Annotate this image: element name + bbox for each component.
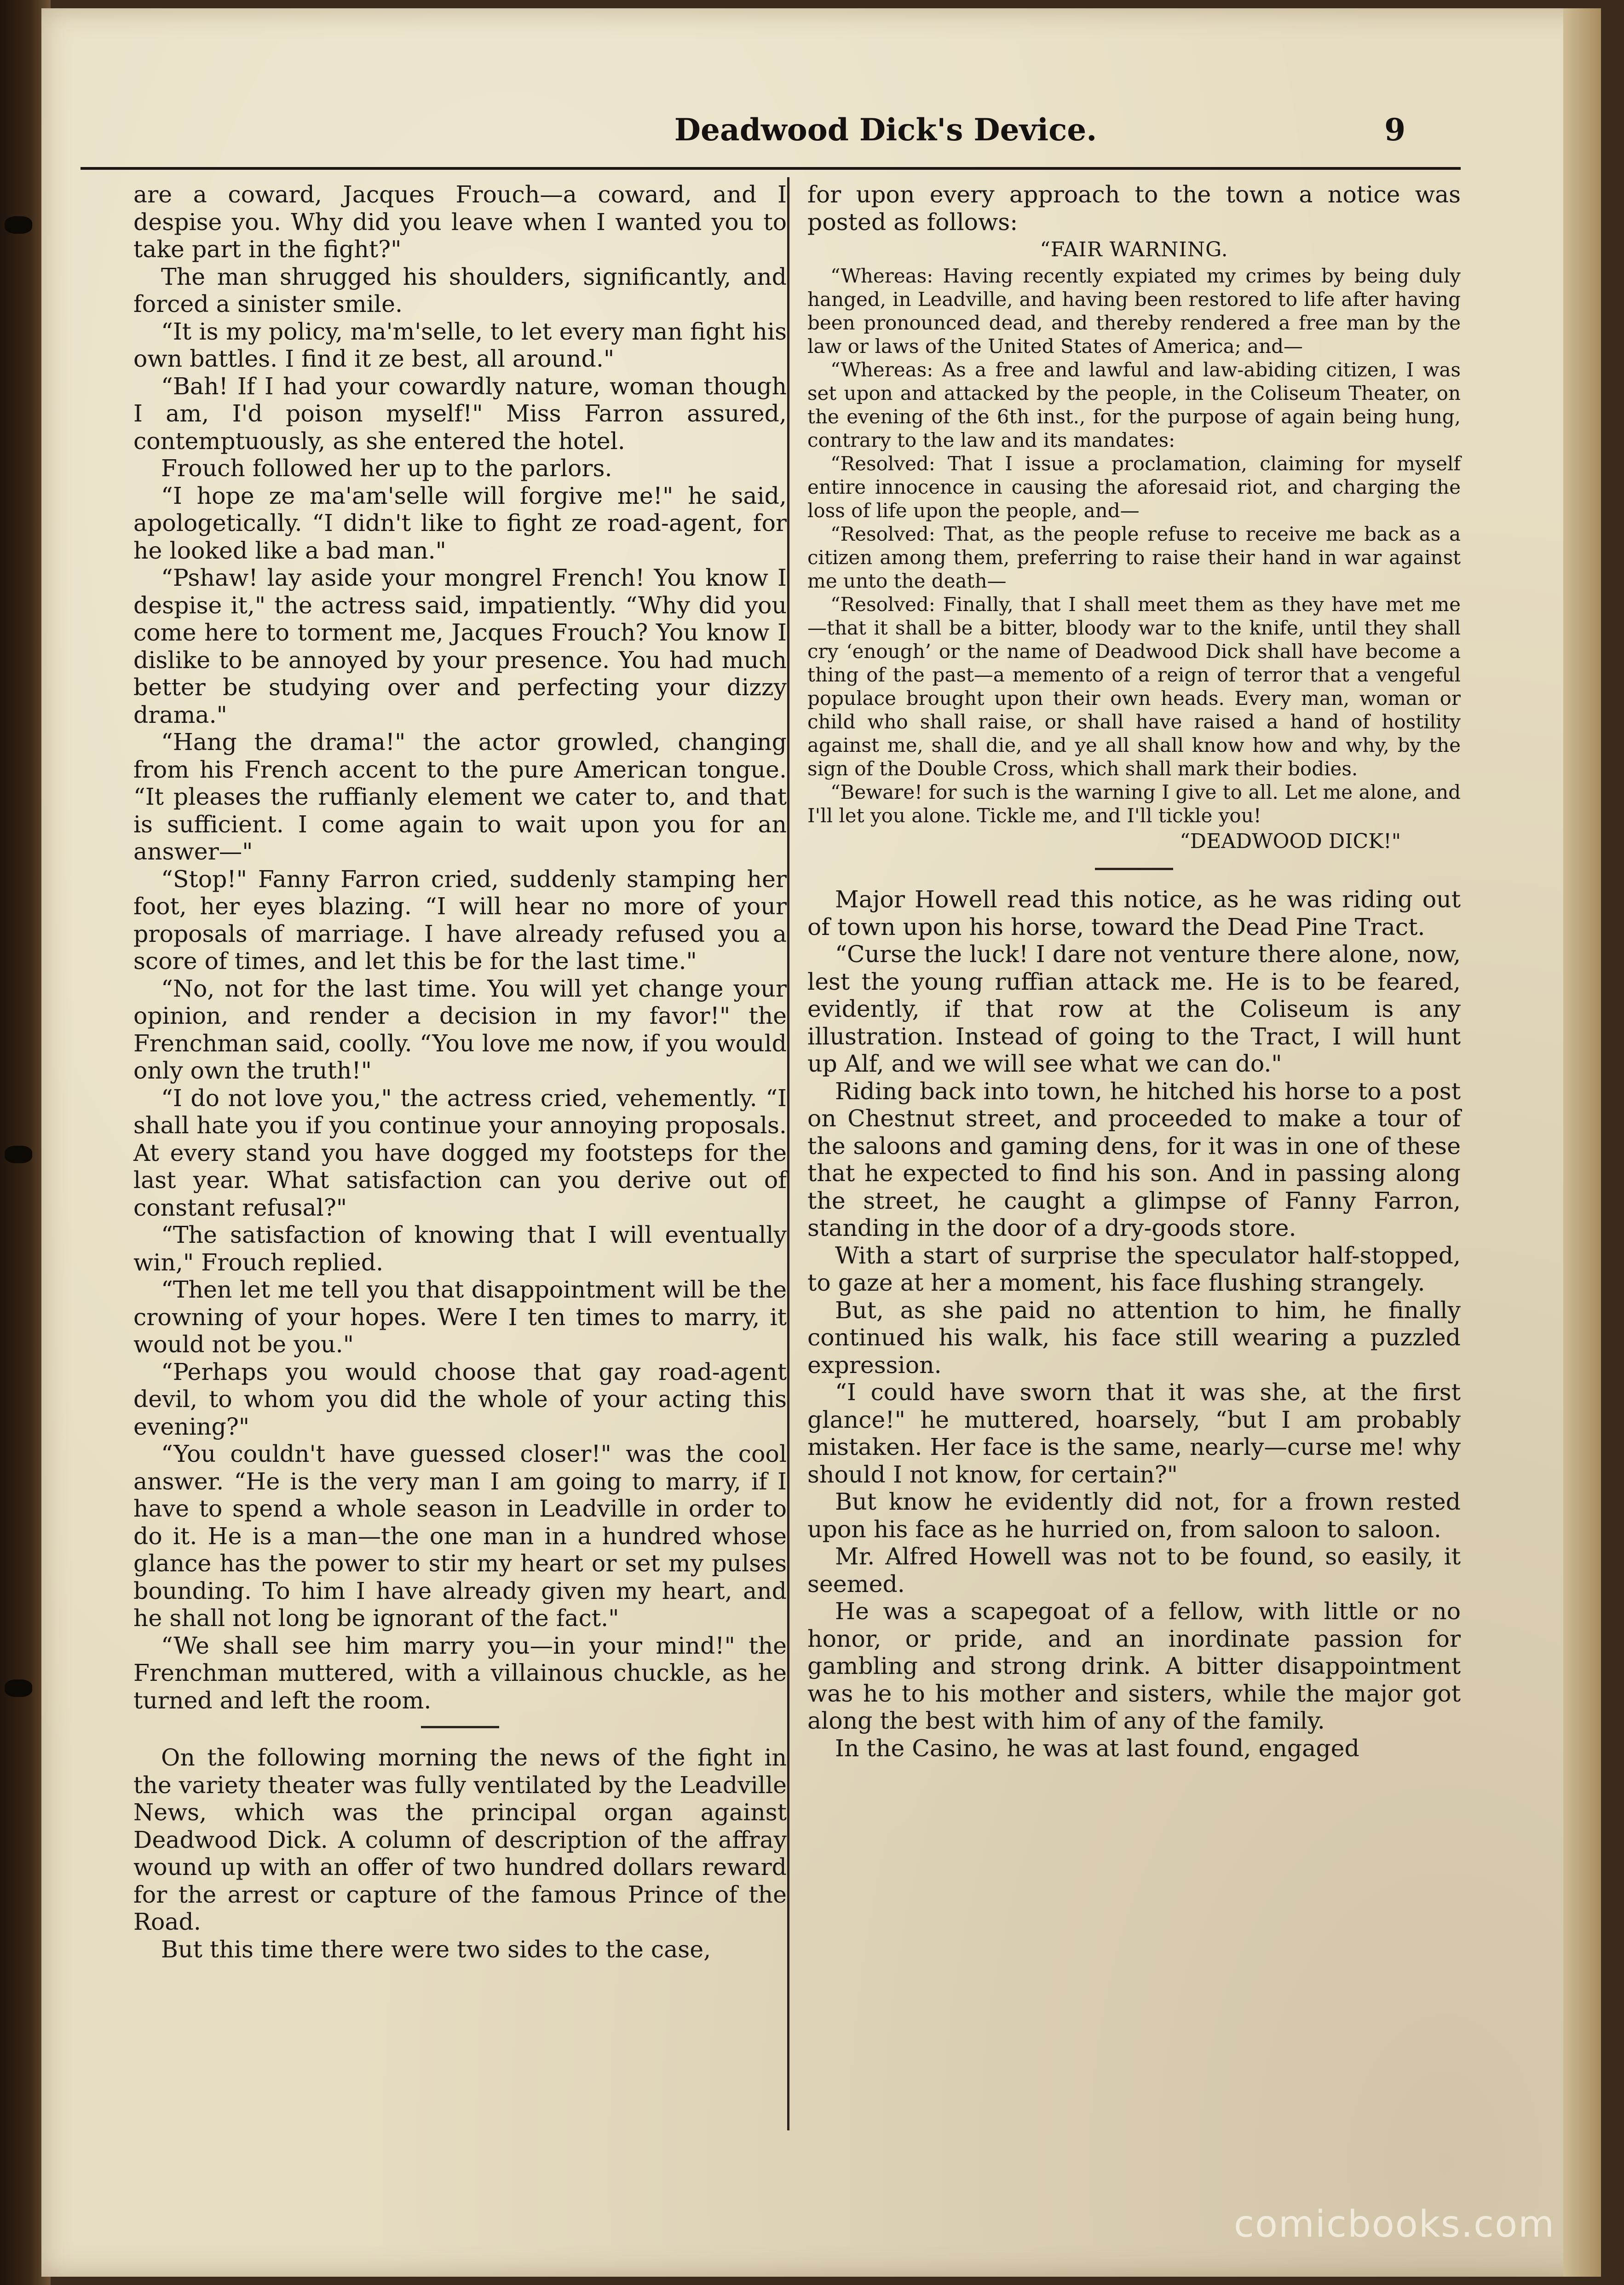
paragraph: In the Casino, he was at last found, engaged (835, 1734, 1359, 1762)
paragraph: The man shrugged his shoulders, significantly, and forced a sinister smile. (133, 263, 787, 317)
paragraph: “You couldn't have guessed closer!" was the cool answer. “He is the very man I am going to marry, if I have to spend a whole season in Leadville in order to do it. He is a man—the one man in a hundred whose glance has the power to stir my heart or set my pulses bounding. To him I have already given my heart, and he shall not long be ignorant of the fact." (133, 1440, 787, 1632)
notice-signature: “DEADWOOD DICK!" (1180, 830, 1401, 853)
binding-stitch (5, 216, 32, 234)
paragraph: But this time there were two sides to the case, (161, 1935, 711, 1963)
paragraph: Riding back into town, he hitched his horse to a post on Chestnut street, and proceeded to make a tour of the saloons and gaming dens, for it was in one of these that he expected to find his son. And in passing along the street, he caught a glimpse of Fanny Farron, standing in the door of a dry-goods store. (807, 1077, 1461, 1241)
paragraph: “The satisfaction of knowing that I will eventually win," Frouch replied. (133, 1221, 787, 1276)
section-rule (1095, 868, 1173, 870)
paragraph: “Perhaps you would choose that gay road-agent devil, to whom you did the whole of your acting this evening?" (133, 1358, 787, 1440)
page-edge (1563, 8, 1601, 2277)
notice-paragraph: “Whereas: As a free and lawful and law-abiding citizen, I was set upon and attacked by the people, in the Coliseum Theater, on the evening of the 6th inst., for the purpose of again being hung, contrary to the law and its mandates: (807, 358, 1461, 451)
page-number: 9 (1384, 112, 1405, 148)
left-column (133, 181, 787, 1963)
notice-paragraph: “Resolved: Finally, that I shall meet them as they have met me—that it shall be a bitter, bloody war to the knife, until they shall cry ‘enough’ or the name of Deadwood Dick shall have become a thing of the past—a memento of a reign of terror that a vengeful populace brought upon their own heads. Every man, woman or child who shall raise, or shall have raised a hand of hostility against me, shall die, and ye all shall know how and why, by the sign of the Double Cross, which shall mark their bodies. (807, 593, 1461, 780)
paragraph: Major Howell read this notice, as he was riding out of town upon his horse, toward the Dead Pine Tract. (807, 886, 1461, 941)
paragraph: “No, not for the last time. You will yet change your opinion, and render a decision in my favor!" the Frenchman said, coolly. “You love me now, if you would only own the truth!" (133, 975, 787, 1084)
notice-paragraph: “Resolved: That I issue a proclamation, claiming for myself entire innocence in causing the aforesaid riot, and charging the loss of life upon the people, and— (807, 452, 1461, 522)
paragraph: “Bah! If I had your cowardly nature, woman though I am, I'd poison myself!" Miss Farron assured, contemptuously, as she entered the hotel. (133, 372, 787, 455)
paragraph: “Stop!" Fanny Farron cried, suddenly stamping her foot, her eyes blazing. “I will hear no more of your proposals of marriage. I have already refused you a score of times, and let this be for the last time." (133, 865, 787, 975)
paragraph: “Curse the luck! I dare not venture there alone, now, lest the young ruffian attack me. He is to be feared, evidently, if that row at the Coliseum is any illustration. Instead of going to the Tract, I will hunt up Alf, and we will see what we can do." (807, 941, 1461, 1077)
paragraph: for upon every approach to the town a notice was posted as follows: (807, 181, 1461, 236)
binding-stitch (5, 1679, 32, 1697)
paragraph: are a coward, Jacques Frouch—a coward, and I despise you. Why did you leave when I wanted you to take part in the fight?" (133, 181, 787, 263)
paragraph: He was a scapegoat of a fellow, with little or no honor, or pride, and an inordinate passion for gambling and strong drink. A bitter disappointment was he to his mother and sisters, while the major got along the best with him of any of the family. (807, 1598, 1461, 1734)
binding-stitch (5, 1146, 32, 1163)
column-divider (787, 177, 789, 2130)
notice-paragraph: “Resolved: That, as the people refuse to receive me back as a citizen among them, preferring to raise their hand in war against me unto the death— (807, 523, 1461, 592)
paragraph: “Pshaw! lay aside your mongrel French! You know I despise it," the actress said, impatiently. “Why did you come here to torment me, Jacques Frouch? You know I dislike to be annoyed by your presence. You had much better be studying over and perfecting your dizzy drama." (133, 564, 787, 728)
paragraph: But, as she paid no attention to him, he finally continued his walk, his face still wearing a puzzled expression. (807, 1296, 1461, 1379)
paragraph: “We shall see him marry you—in your mind!" the Frenchman muttered, with a villainous chuckle, as he turned and left the room. (133, 1632, 787, 1714)
page-header (81, 105, 1461, 170)
section-rule (421, 1726, 499, 1728)
notice-paragraph: “Whereas: Having recently expiated my crimes by being duly hanged, in Leadville, and having been restored to life after having been pronounced dead, and thereby rendered a free man by the law or laws of the United States of America; and— (807, 265, 1461, 358)
paragraph: But know he evidently did not, for a frown rested upon his face as he hurried on, from saloon to saloon. (807, 1488, 1461, 1543)
paragraph: “I could have sworn that it was she, at the first glance!" he muttered, hoarsely, “but I am probably mistaken. Her face is the same, nearly—curse me! why should I not know, for certain?" (807, 1379, 1461, 1488)
paragraph: On the following morning the news of the fight in the variety theater was fully ventilated by the Leadville News, which was the principal organ against Deadwood Dick. A column of description of the affray wound up with an offer of two hundred dollars reward for the arrest or capture of the famous Prince of the Road. (133, 1744, 787, 1935)
running-head: Deadwood Dick's Device. (674, 112, 1097, 148)
paragraph: “Then let me tell you that disappointment will be the crowning of your hopes. Were I ten times to marry, it would not be you." (133, 1276, 787, 1358)
paragraph: “I hope ze ma'am'selle will forgive me!" he said, apologetically. “I didn't like to fight ze road-agent, for he looked like a bad man." (133, 482, 787, 564)
paragraph: “I do not love you," the actress cried, vehemently. “I shall hate you if you continue your annoying proposals. At every stand you have dogged my footsteps for the last year. What satisfaction can you derive out of constant refusal?" (133, 1084, 787, 1221)
notice-paragraph: “Beware! for such is the warning I give to all. Let me alone, and I'll let you alone. Tickle me, and I'll tickle you! (807, 781, 1461, 827)
right-column (807, 181, 1461, 1762)
paragraph: Frouch followed her up to the parlors. (161, 455, 612, 482)
paragraph: Mr. Alfred Howell was not to be found, so easily, it seemed. (807, 1543, 1461, 1598)
paragraph: With a start of surprise the speculator half-stopped, to gaze at her a moment, his face flushing strangely. (807, 1241, 1461, 1296)
site-watermark: comicbooks.com (1233, 2203, 1555, 2245)
paragraph: “It is my policy, ma'm'selle, to let every man fight his own battles. I find it ze best, all around." (133, 317, 787, 372)
paragraph: “Hang the drama!" the actor growled, changing from his French accent to the pure American tongue. “It pleases the ruffianly element we cater to, and that is sufficient. I come again to wait upon you for an answer—" (133, 728, 787, 865)
notice-heading: “FAIR WARNING. (1040, 238, 1228, 261)
